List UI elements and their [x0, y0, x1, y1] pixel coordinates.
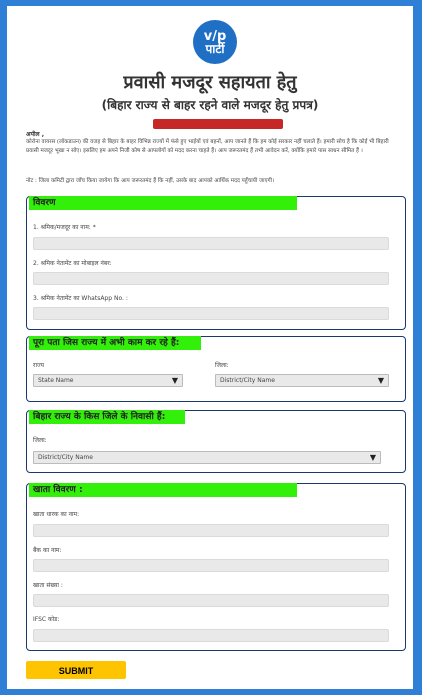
worker-name-input[interactable] [33, 237, 389, 250]
address-heading: पूरा पता जिस राज्य में अभी काम कर रहे हैं: [29, 336, 201, 350]
account-holder-input[interactable] [33, 524, 389, 537]
origin-district-value: District/City Name [38, 454, 93, 461]
ifsc-input[interactable] [33, 629, 389, 642]
logo-text-bottom: पार्टी [205, 41, 225, 56]
mobile-label: 2. श्रमिक नेतामेंट का मोबाइल नंबर: [33, 260, 112, 267]
dropdown-arrow-icon: ▼ [171, 376, 178, 385]
bank-name-label: बैंक का नाम: [33, 547, 62, 554]
dropdown-arrow-icon: ▼ [377, 376, 384, 385]
appeal-text: कोरोना वायरस (लॉकडाउन) की वजह से बिहार के बाहर विभिन्न राज्यों में फंसे हुए भाईयों एवं बहनों, आप जानते हैं कि हम कोई सरकार नहीं चलाते हैं। हमारी सोच है कि कोई भी बिहारी प्रवासी मजदूर भूखा न सोए। इसलिए हम अपने निजी कोष से आपलोगों को मदद करना चाहते हैं। आप जरूरतमंद हैं तभी आवेदन करें, क्योंकि हमारे पास साधन सीमित हैं । [26, 139, 389, 154]
bank-name-input[interactable] [33, 559, 389, 572]
details-section [26, 196, 406, 330]
form-card [7, 6, 413, 689]
origin-district-label: जिला: [33, 437, 47, 444]
mobile-input[interactable] [33, 272, 389, 285]
details-heading: विवरण [29, 196, 297, 210]
origin-section [26, 410, 406, 473]
party-logo [193, 20, 237, 64]
account-number-label: खाता संख्या : [33, 582, 63, 589]
accent-bar [153, 119, 283, 129]
origin-heading: बिहार राज्य के किस जिले के निवासी हैं: [29, 410, 185, 424]
account-heading: खाता विवरण : [29, 483, 297, 497]
worker-name-label: 1. श्रमिक/मजदूर का नाम: * [33, 224, 96, 231]
account-number-input[interactable] [33, 594, 389, 607]
address-section [26, 336, 406, 402]
district-select[interactable] [215, 374, 389, 387]
appeal-heading: अपील , [26, 131, 44, 138]
logo-text-top: v/p [203, 28, 227, 44]
origin-district-select[interactable] [33, 451, 381, 464]
whatsapp-input[interactable] [33, 307, 389, 320]
state-select[interactable] [33, 374, 183, 387]
state-label: राज्य [33, 362, 44, 369]
submit-button[interactable]: SUBMIT [26, 661, 126, 679]
state-select-value: State Name [38, 377, 74, 384]
ifsc-label: IFSC कोड: [33, 616, 60, 623]
account-section [26, 483, 406, 651]
whatsapp-label: 3. श्रमिक नेतामेंट का WhatsApp No. : [33, 295, 128, 302]
dropdown-arrow-icon: ▼ [369, 453, 376, 462]
district-label: जिला: [215, 362, 229, 369]
note-text: नोट : जिला कमिटी द्वारा जाँच किया जायेगा कि आप जरूरतमंद हैं कि नहीं, उसके बाद आपको आर्थिक मदद पहुँचायी जाएगी। [26, 178, 275, 184]
account-holder-label: खाता धारक का नाम: [33, 511, 80, 518]
district-select-value: District/City Name [220, 377, 275, 384]
page-title: प्रवासी मजदूर सहायता हेतु [123, 72, 297, 93]
page-subtitle: (बिहार राज्य से बाहर रहने वाले मजदूर हेतु प्रपत्र) [101, 98, 319, 112]
